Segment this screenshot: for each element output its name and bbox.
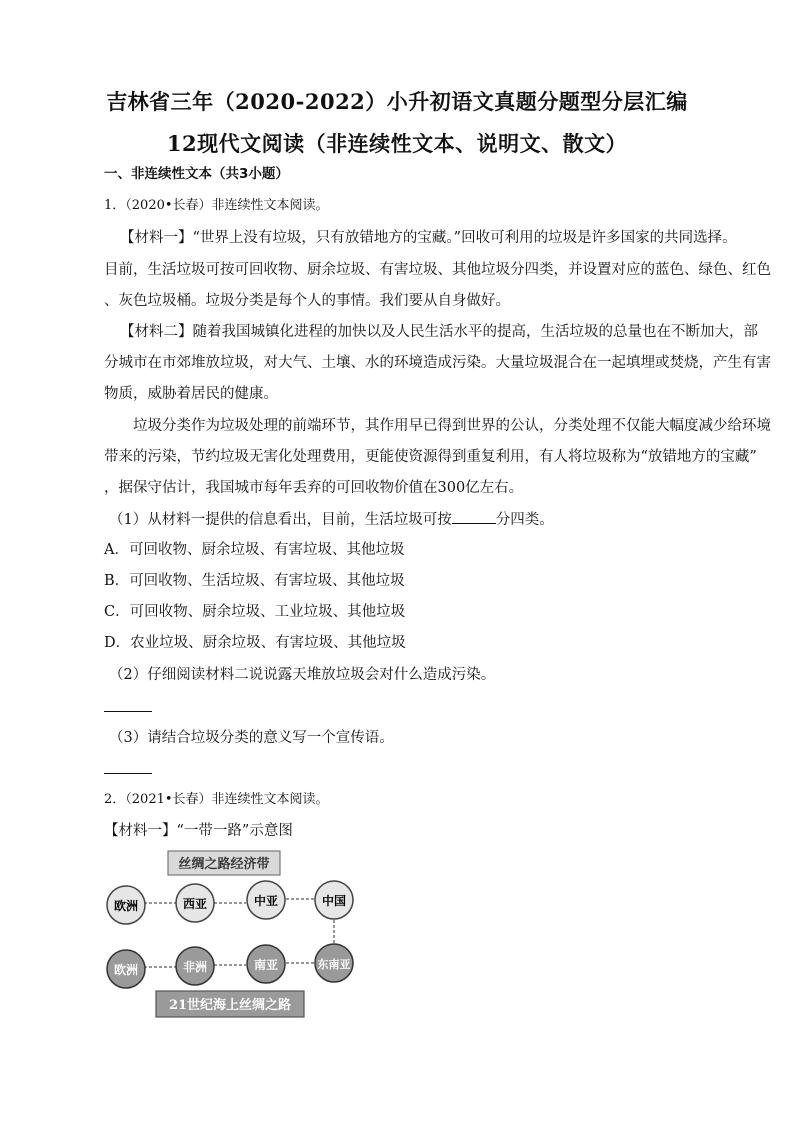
q1-material2-line1: 【材料二】随着我国城镇化进程的加快以及人民生活水平的提高，生活垃圾的总量也在不断加大，部 [120, 324, 758, 340]
q1-material2-line2: 分城市在市郊堆放垃圾，对大气、土壤、水的环境造成污染。大量垃圾混合在一起填埋或焚烧，产生有害 [104, 355, 771, 371]
q1-paragraph3-line3: ，据保守估计，我国城市每年丢弃的可回收物价值在300亿左右。 [104, 480, 524, 496]
q1-material1-line1: 【材料一】“世界上没有垃圾，只有放错地方的宝藏。”回收可利用的垃圾是许多国家的共同选择。 [120, 230, 737, 246]
document-subtitle: 12现代文阅读（非连续性文本、说明文、散文） [166, 131, 628, 156]
q2-material1-caption: 【材料一】“一带一路”示意图 [104, 823, 293, 839]
q1-material2-line3: 物质，威胁着居民的健康。 [104, 386, 278, 402]
node-label: 非洲 [182, 960, 208, 974]
node-label: 西亚 [182, 897, 208, 911]
q1-sub1-prefix: （1）从材料一提供的信息看出，目前，生活垃圾可按 [109, 512, 452, 528]
node-label: 东南亚 [317, 958, 351, 971]
document-title: 吉林省三年（2020-2022）小升初语文真题分题型分层汇编 [106, 89, 688, 114]
q1-paragraph3-line1: 垃圾分类作为垃圾处理的前端环节，其作用早已得到世界的公认，分类处理不仅能大幅度减少给环境 [133, 418, 771, 434]
q1-header: 1．（2020•长春）非连续性文本阅读。 [104, 198, 329, 213]
belt-and-road-diagram [104, 845, 364, 1025]
answer-line-sub3[interactable] [104, 773, 152, 774]
q1-paragraph3-line2: 带来的污染，节约垃圾无害化处理费用，更能使资源得到重复利用，有人将垃圾称为“放错地方的宝藏” [104, 449, 757, 465]
q1-material1-line3: 、灰色垃圾桶。垃圾分类是每个人的事情。我们要从自身做好。 [104, 293, 510, 309]
option-a[interactable]: A．可回收物、厨余垃圾、有害垃圾、其他垃圾 [104, 542, 405, 558]
top-banner-label: 丝绸之路经济带 [178, 857, 270, 872]
q1-sub1-suffix: 分四类。 [495, 512, 554, 528]
section-heading: 一、非连续性文本（共3小题） [104, 166, 289, 182]
answer-blank[interactable] [452, 509, 496, 524]
bottom-banner-label: 21世纪海上丝绸之路 [168, 998, 292, 1013]
option-d[interactable]: D．农业垃圾、厨余垃圾、有害垃圾、其他垃圾 [104, 635, 406, 651]
q1-sub3: （3）请结合垃圾分类的意义写一个宣传语。 [109, 730, 394, 746]
q1-sub2: （2）仔细阅读材料二说说露天堆放垃圾会对什么造成污染。 [109, 667, 496, 683]
q2-header: 2．（2021•长春）非连续性文本阅读。 [104, 792, 329, 807]
bottom-row-nodes [107, 944, 353, 988]
q1-sub1 [109, 509, 694, 530]
answer-line-sub2[interactable] [104, 711, 152, 712]
node-label: 中国 [321, 894, 347, 908]
node-label: 中亚 [253, 894, 279, 908]
node-label: 南亚 [253, 958, 279, 972]
node-label: 欧洲 [113, 899, 139, 913]
diagram-connectors [144, 899, 334, 967]
q1-material1-line2: 目前，生活垃圾可按可回收物、厨余垃圾、有害垃圾、其他垃圾分四类，并设置对应的蓝色、绿色、红色 [104, 262, 771, 278]
option-b[interactable]: B．可回收物、生活垃圾、有害垃圾、其他垃圾 [104, 573, 405, 589]
option-c[interactable]: C．可回收物、厨余垃圾、工业垃圾、其他垃圾 [104, 604, 406, 620]
node-label: 欧洲 [113, 963, 139, 977]
